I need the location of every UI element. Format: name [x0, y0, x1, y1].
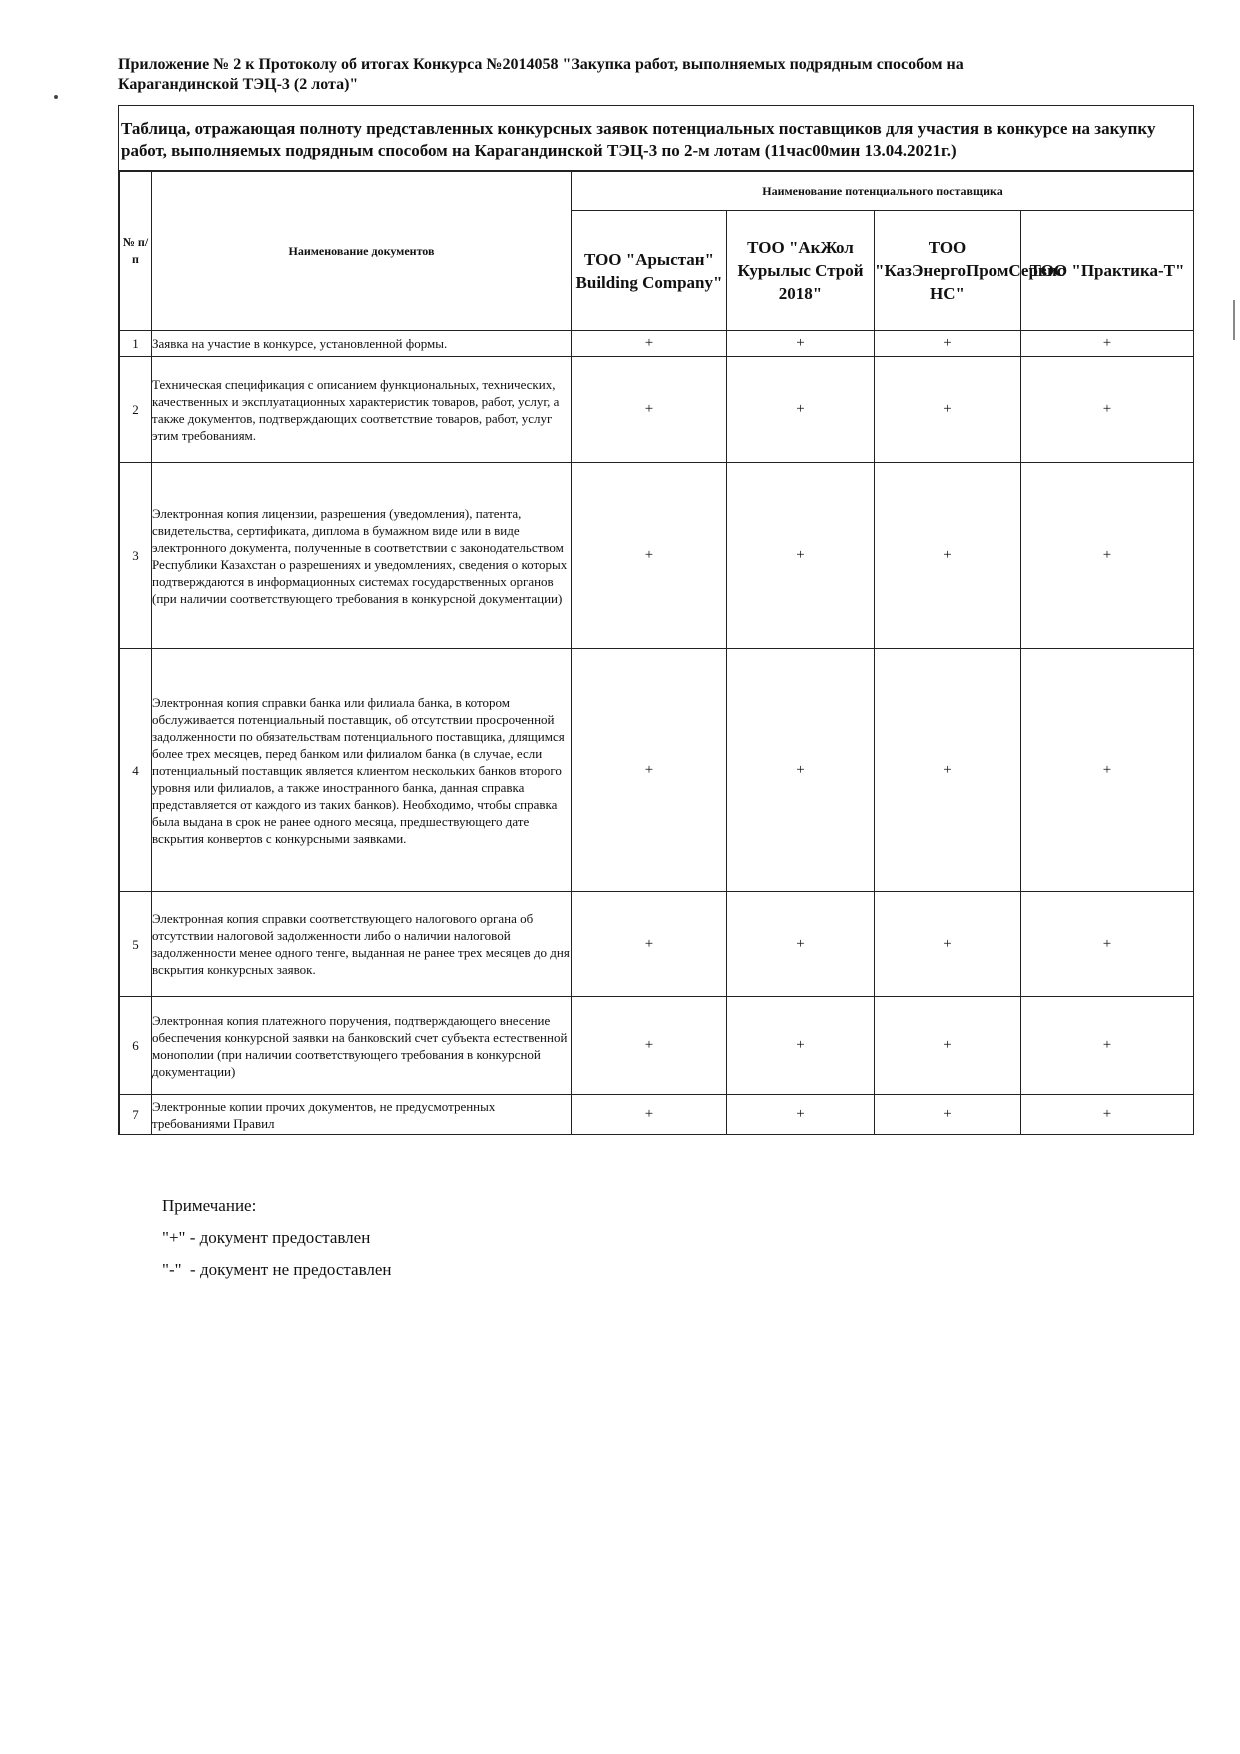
- mark-cell: +: [1021, 997, 1194, 1095]
- mark-cell: +: [875, 331, 1021, 357]
- mark-cell: +: [1021, 463, 1194, 649]
- mark-cell: +: [572, 463, 727, 649]
- mark-cell: +: [727, 997, 875, 1095]
- mark-cell: +: [875, 463, 1021, 649]
- row-number: 3: [120, 463, 152, 649]
- table-row: [120, 463, 1194, 649]
- legend-note: [162, 1190, 392, 1286]
- row-number: 1: [120, 331, 152, 357]
- mark-cell: +: [1021, 892, 1194, 997]
- mark-cell: +: [727, 331, 875, 357]
- table-title: Таблица, отражающая полноту представленных конкурсных заявок потенциальных поставщиков для участия в конкурсе на закупку работ, выполняемых подрядным способом на Карагандинской ТЭЦ-3 по 2-м лотам (11час00мин 13.04.2021г.): [119, 106, 1193, 171]
- mark-cell: +: [875, 357, 1021, 463]
- col-num-header: № п/п: [120, 172, 152, 331]
- mark-cell: +: [875, 1095, 1021, 1135]
- mark-cell: +: [1021, 357, 1194, 463]
- mark-cell: +: [572, 997, 727, 1095]
- mark-cell: +: [572, 331, 727, 357]
- col-supplier-group-header: Наименование потенциального поставщика: [572, 172, 1194, 211]
- row-number: 7: [120, 1095, 152, 1135]
- mark-cell: +: [1021, 331, 1194, 357]
- table-header-row-1: [120, 172, 1194, 211]
- row-number: 5: [120, 892, 152, 997]
- mark-cell: +: [572, 1095, 727, 1135]
- row-document: Заявка на участие в конкурсе, установленной формы.: [152, 331, 572, 357]
- table-row: [120, 1095, 1194, 1135]
- mark-cell: +: [572, 649, 727, 892]
- table-row: [120, 331, 1194, 357]
- row-document: Электронная копия лицензии, разрешения (уведомления), патента, свидетельства, сертификата, диплома в бумажном виде или в виде электронного документа, полученные в соответствии с законодательством Республики Казахстан о разрешениях и уведомлениях, сведения о которых подтверждаются в информационных системах государственных органов (при наличии соответствующего требования в конкурсной документации): [152, 463, 572, 649]
- mark-cell: +: [727, 1095, 875, 1135]
- table-row: [120, 997, 1194, 1095]
- mark-cell: +: [727, 463, 875, 649]
- mark-cell: +: [1021, 1095, 1194, 1135]
- row-document: Электронные копии прочих документов, не предусмотренных требованиями Правил: [152, 1095, 572, 1135]
- supplier-header-4: ТОО "Практика-Т": [1021, 211, 1194, 331]
- completeness-sheet: [118, 105, 1194, 1135]
- table-row: [120, 649, 1194, 892]
- supplier-header-3: ТОО "КазЭнергоПромСервис НС": [875, 211, 1021, 331]
- mark-cell: +: [572, 892, 727, 997]
- row-document: Электронная копия платежного поручения, подтверждающего внесение обеспечения конкурсной заявки на банковский счет субъекта естественной монополии (при наличии соответствующего требования в конкурсной документации): [152, 997, 572, 1095]
- document-header: [118, 55, 1068, 95]
- scan-edge-mark: [1233, 300, 1235, 340]
- header-line-2: Карагандинской ТЭЦ-3 (2 лота)": [118, 76, 359, 93]
- note-title: Примечание:: [162, 1196, 257, 1215]
- scan-dot-mark: [54, 95, 58, 99]
- mark-cell: +: [1021, 649, 1194, 892]
- mark-cell: +: [727, 892, 875, 997]
- row-document: Электронная копия справки банка или филиала банка, в котором обслуживается потенциальный поставщик, об отсутствии просроченной задолженности по обязательствам потенциального поставщика, длящимся более трех месяцев, перед банком или филиалом банка (в случае, если потенциальный поставщик является клиентом нескольких банков второго уровня или филиалов, а также иностранного банка, данная справка представляется от каждого из таких банков). Необходимо, чтобы справка была выдана в срок не ранее одного месяца, предшествующего дате вскрытия конвертов с конкурсными заявками.: [152, 649, 572, 892]
- supplier-header-2: ТОО "АкЖол Курылыс Строй 2018": [727, 211, 875, 331]
- note-minus: "-" - документ не предоставлен: [162, 1260, 392, 1279]
- mark-cell: +: [875, 997, 1021, 1095]
- row-document: Техническая спецификация с описанием функциональных, технических, качественных и эксплуатационных характеристик товаров, работ, услуг, а также документов, подтверждающих соответствие товаров, работ, услуг этим требованиям.: [152, 357, 572, 463]
- note-plus: "+" - документ предоставлен: [162, 1228, 371, 1247]
- row-number: 6: [120, 997, 152, 1095]
- completeness-table: [119, 171, 1194, 1135]
- table-row: [120, 892, 1194, 997]
- table-row: [120, 357, 1194, 463]
- row-document: Электронная копия справки соответствующего налогового органа об отсутствии налоговой задолженности либо о наличии налоговой задолженности менее одного тенге, выданная не ранее трех месяцев до дня вскрытия конкурсных заявок.: [152, 892, 572, 997]
- supplier-header-1: ТОО "Арыстан" Building Company": [572, 211, 727, 331]
- mark-cell: +: [727, 357, 875, 463]
- header-line-1: Приложение № 2 к Протоколу об итогах Конкурса №2014058 "Закупка работ, выполняемых подрядным способом на: [118, 56, 964, 73]
- mark-cell: +: [727, 649, 875, 892]
- col-doc-header: Наименование документов: [152, 172, 572, 331]
- mark-cell: +: [875, 892, 1021, 997]
- row-number: 2: [120, 357, 152, 463]
- mark-cell: +: [572, 357, 727, 463]
- row-number: 4: [120, 649, 152, 892]
- mark-cell: +: [875, 649, 1021, 892]
